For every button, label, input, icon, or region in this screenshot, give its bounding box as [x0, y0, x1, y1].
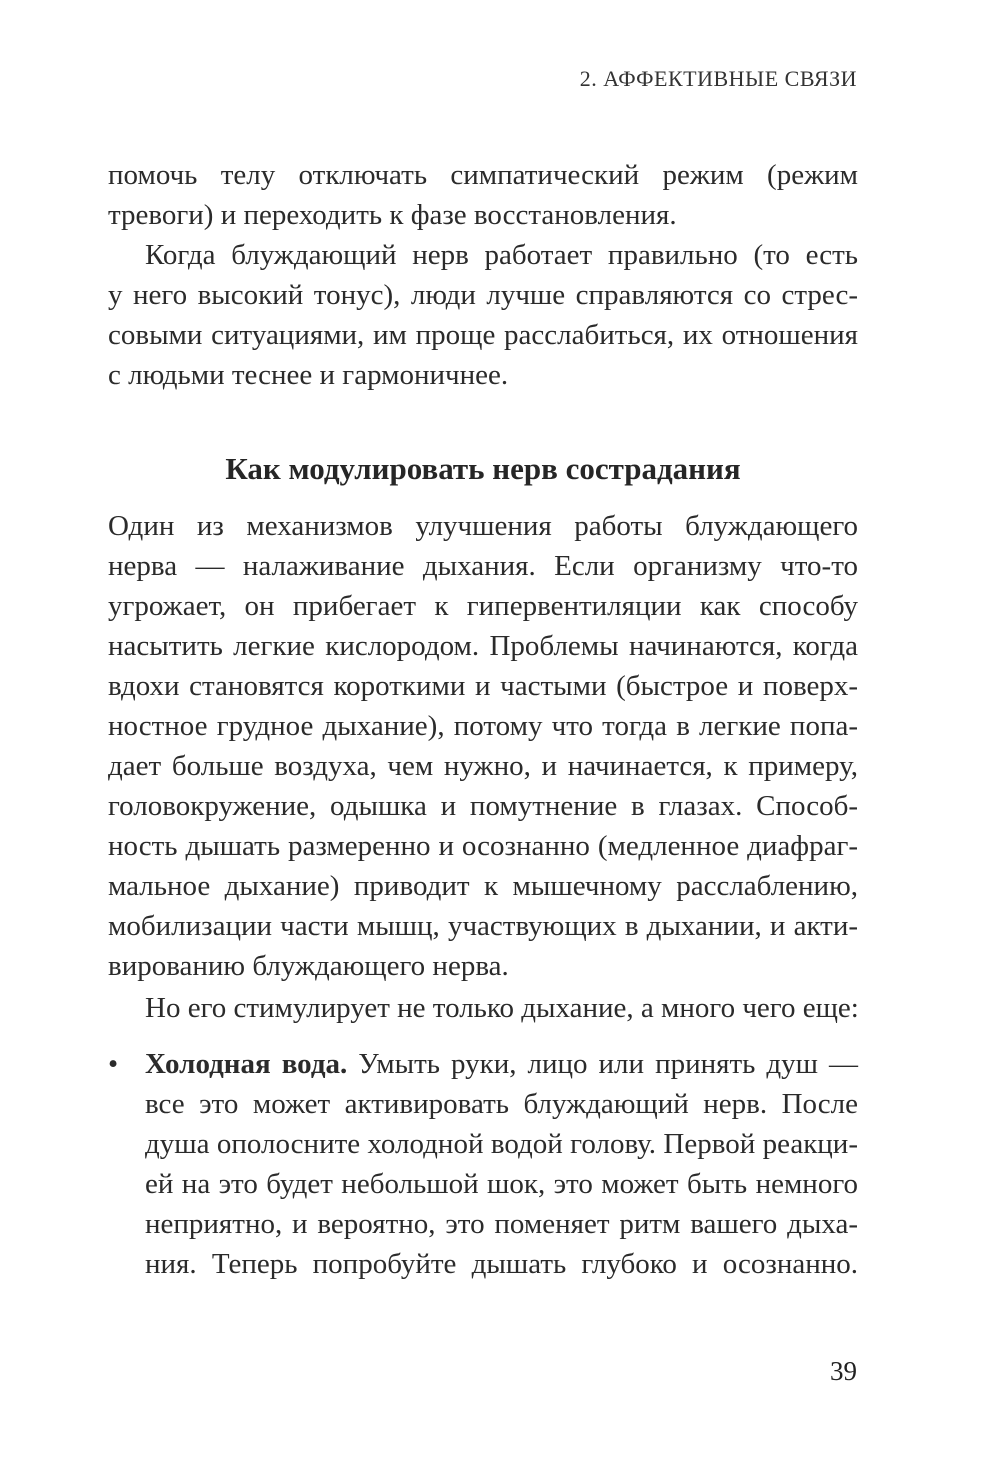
section-heading: Как модулировать нерв сострадания	[225, 451, 741, 486]
intro-paragraph-1	[108, 155, 858, 235]
section-paragraph-1	[108, 506, 858, 986]
running-header: 2. АФФЕКТИВНЫЕ СВЯЗИ	[579, 66, 857, 91]
text-line: тревоги) и переходить к фазе восстановления.	[108, 199, 677, 231]
text-line: совыми ситуациями, им проще расслабиться, их отношения	[108, 319, 858, 351]
text-line: Но его стимулирует не только дыхание, а много чего еще:	[145, 992, 859, 1024]
intro-paragraph-2	[108, 235, 858, 395]
text-line: ность дышать размеренно и осознанно (медленное диафраг-	[108, 830, 858, 862]
text-line: насытить легкие кислородом. Проблемы начинаются, когда	[108, 630, 858, 662]
bullet-first-line-rest: Умыть руки, лицо или принять душ —	[347, 1048, 858, 1080]
text-line: помочь телу отключать симпатический режим (режим	[108, 159, 858, 191]
text-line: душа ополосните холодной водой голову. Первой реакци-	[145, 1128, 858, 1160]
text-line: вдохи становятся короткими и частыми (быстрое и поверх-	[108, 670, 858, 702]
text-line: мобилизации части мышц, участвующих в дыхании, и акти-	[108, 910, 858, 942]
text-line: головокружение, одышка и помутнение в глазах. Способ-	[108, 790, 858, 822]
bullet-marker: •	[108, 1048, 119, 1080]
text-line	[145, 1044, 858, 1084]
bullet-text	[145, 1044, 858, 1284]
text-line: угрожает, он прибегает к гипервентиляции как способу	[108, 590, 858, 622]
text-line: с людьми теснее и гармоничнее.	[108, 359, 509, 391]
text-line: ния. Теперь попробуйте дышать глубоко и осознанно.	[145, 1248, 858, 1280]
bullet-list-item	[108, 1044, 858, 1284]
text-line: у него высокий тонус), люди лучше справляются со стрес-	[108, 279, 858, 311]
section-paragraph-2	[108, 988, 858, 1028]
page-number: 39	[830, 1356, 857, 1386]
text-line: ностное грудное дыхание), потому что тогда в легкие попа-	[108, 710, 858, 742]
text-line: вированию блуждающего нерва.	[108, 950, 509, 982]
text-line: Когда блуждающий нерв работает правильно (то есть	[145, 239, 858, 271]
bullet-lead: Холодная вода.	[145, 1048, 348, 1080]
text-line: Один из механизмов улучшения работы блуждающего	[108, 510, 858, 542]
text-line: неприятно, и вероятно, это поменяет ритм вашего дыха-	[145, 1208, 858, 1240]
text-line: мальное дыхание) приводит к мышечному расслаблению,	[108, 870, 858, 902]
text-line: нерва — налаживание дыхания. Если организму что-то	[108, 550, 858, 582]
text-line: все это может активировать блуждающий нерв. После	[145, 1088, 858, 1120]
text-line: ей на это будет небольшой шок, это может быть немного	[145, 1168, 858, 1200]
text-line: дает больше воздуха, чем нужно, и начинается, к примеру,	[108, 750, 858, 782]
